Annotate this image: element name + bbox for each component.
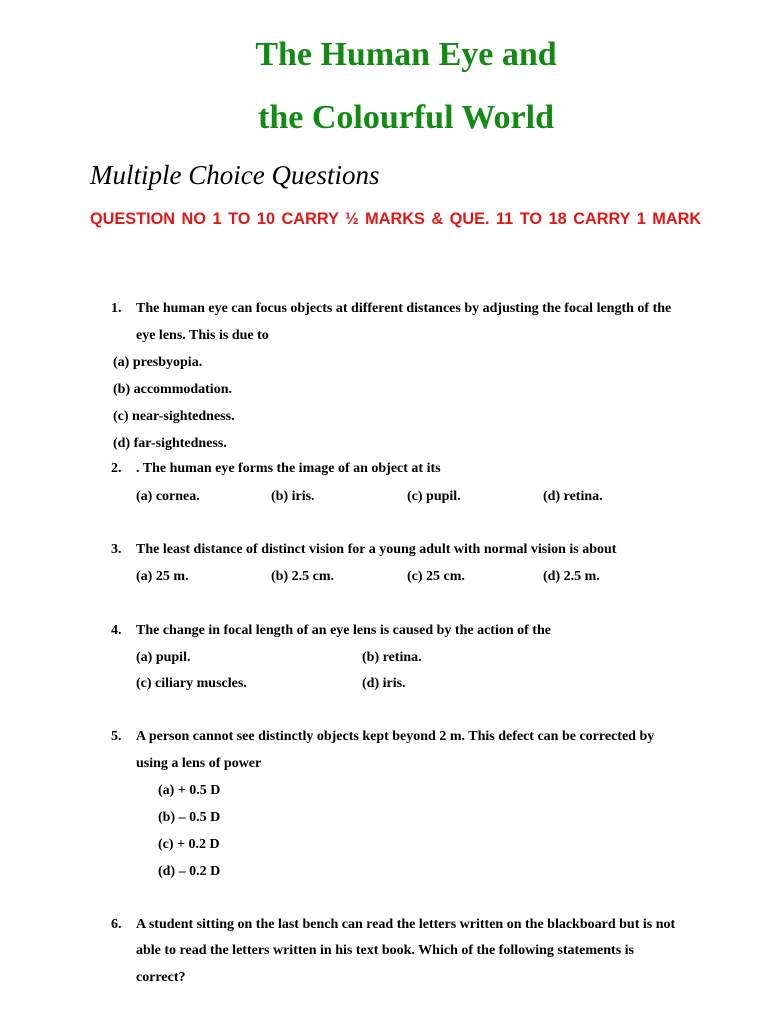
question-3-number: 3. [111, 542, 122, 557]
question-2-text: . The human eye forms the image of an object at its [136, 461, 441, 476]
question-1-text-line-1: The human eye can focus objects at different distances by adjusting the focal length of the [136, 301, 672, 316]
question-1-number: 1. [111, 301, 122, 316]
question-1-option-a: (a) presbyopia. [113, 355, 203, 370]
question-5-number: 5. [111, 729, 122, 744]
question-5-option-b: (b) – 0.5 D [158, 810, 221, 825]
question-3-option-a: (a) 25 m. [136, 569, 189, 584]
question-6-text-line-3: correct? [136, 970, 186, 985]
question-3-text: The least distance of distinct vision for a young adult with normal vision is about [136, 542, 617, 557]
question-4-option-c: (c) ciliary muscles. [136, 676, 247, 691]
section-heading: Multiple Choice Questions [90, 160, 380, 190]
question-4-option-a: (a) pupil. [136, 650, 191, 665]
question-4-option-b: (b) retina. [362, 650, 422, 665]
question-4-number: 4. [111, 623, 122, 638]
question-2-option-c: (c) pupil. [407, 489, 461, 504]
question-3-option-b: (b) 2.5 cm. [271, 569, 334, 584]
question-1-text-line-2: eye lens. This is due to [136, 328, 269, 343]
question-5-option-a: (a) + 0.5 D [158, 783, 221, 798]
question-6-text-line-2: able to read the letters written in his text book. Which of the following statements is [136, 943, 634, 958]
question-2-option-a: (a) cornea. [136, 489, 200, 504]
question-2-option-d: (d) retina. [543, 489, 603, 504]
question-2-option-b: (b) iris. [271, 489, 315, 504]
question-1-option-d: (d) far-sightedness. [113, 436, 227, 451]
question-6-number: 6. [111, 917, 122, 932]
document-title-line-1: The Human Eye and [255, 36, 557, 73]
question-5-option-d: (d) – 0.2 D [158, 864, 221, 879]
question-6-text-line-1: A student sitting on the last bench can read the letters written on the blackboard but is not [136, 917, 676, 932]
question-4-option-d: (d) iris. [362, 676, 406, 691]
question-5-text-line-1: A person cannot see distinctly objects kept beyond 2 m. This defect can be corrected by [136, 729, 655, 744]
question-1-option-c: (c) near-sightedness. [113, 409, 235, 424]
question-5-text-line-2: using a lens of power [136, 756, 262, 771]
document-title-line-2: the Colourful World [258, 99, 554, 136]
marks-notice: QUESTION NO 1 TO 10 CARRY ½ MARKS & QUE. 11 TO 18 CARRY 1 MARK [90, 210, 702, 228]
question-1-option-b: (b) accommodation. [113, 382, 232, 397]
question-4-text: The change in focal length of an eye lens is caused by the action of the [136, 623, 551, 638]
question-2-number: 2. [111, 461, 122, 476]
question-3-option-c: (c) 25 cm. [407, 569, 465, 584]
question-3-option-d: (d) 2.5 m. [543, 569, 600, 584]
question-5-option-c: (c) + 0.2 D [158, 837, 220, 852]
